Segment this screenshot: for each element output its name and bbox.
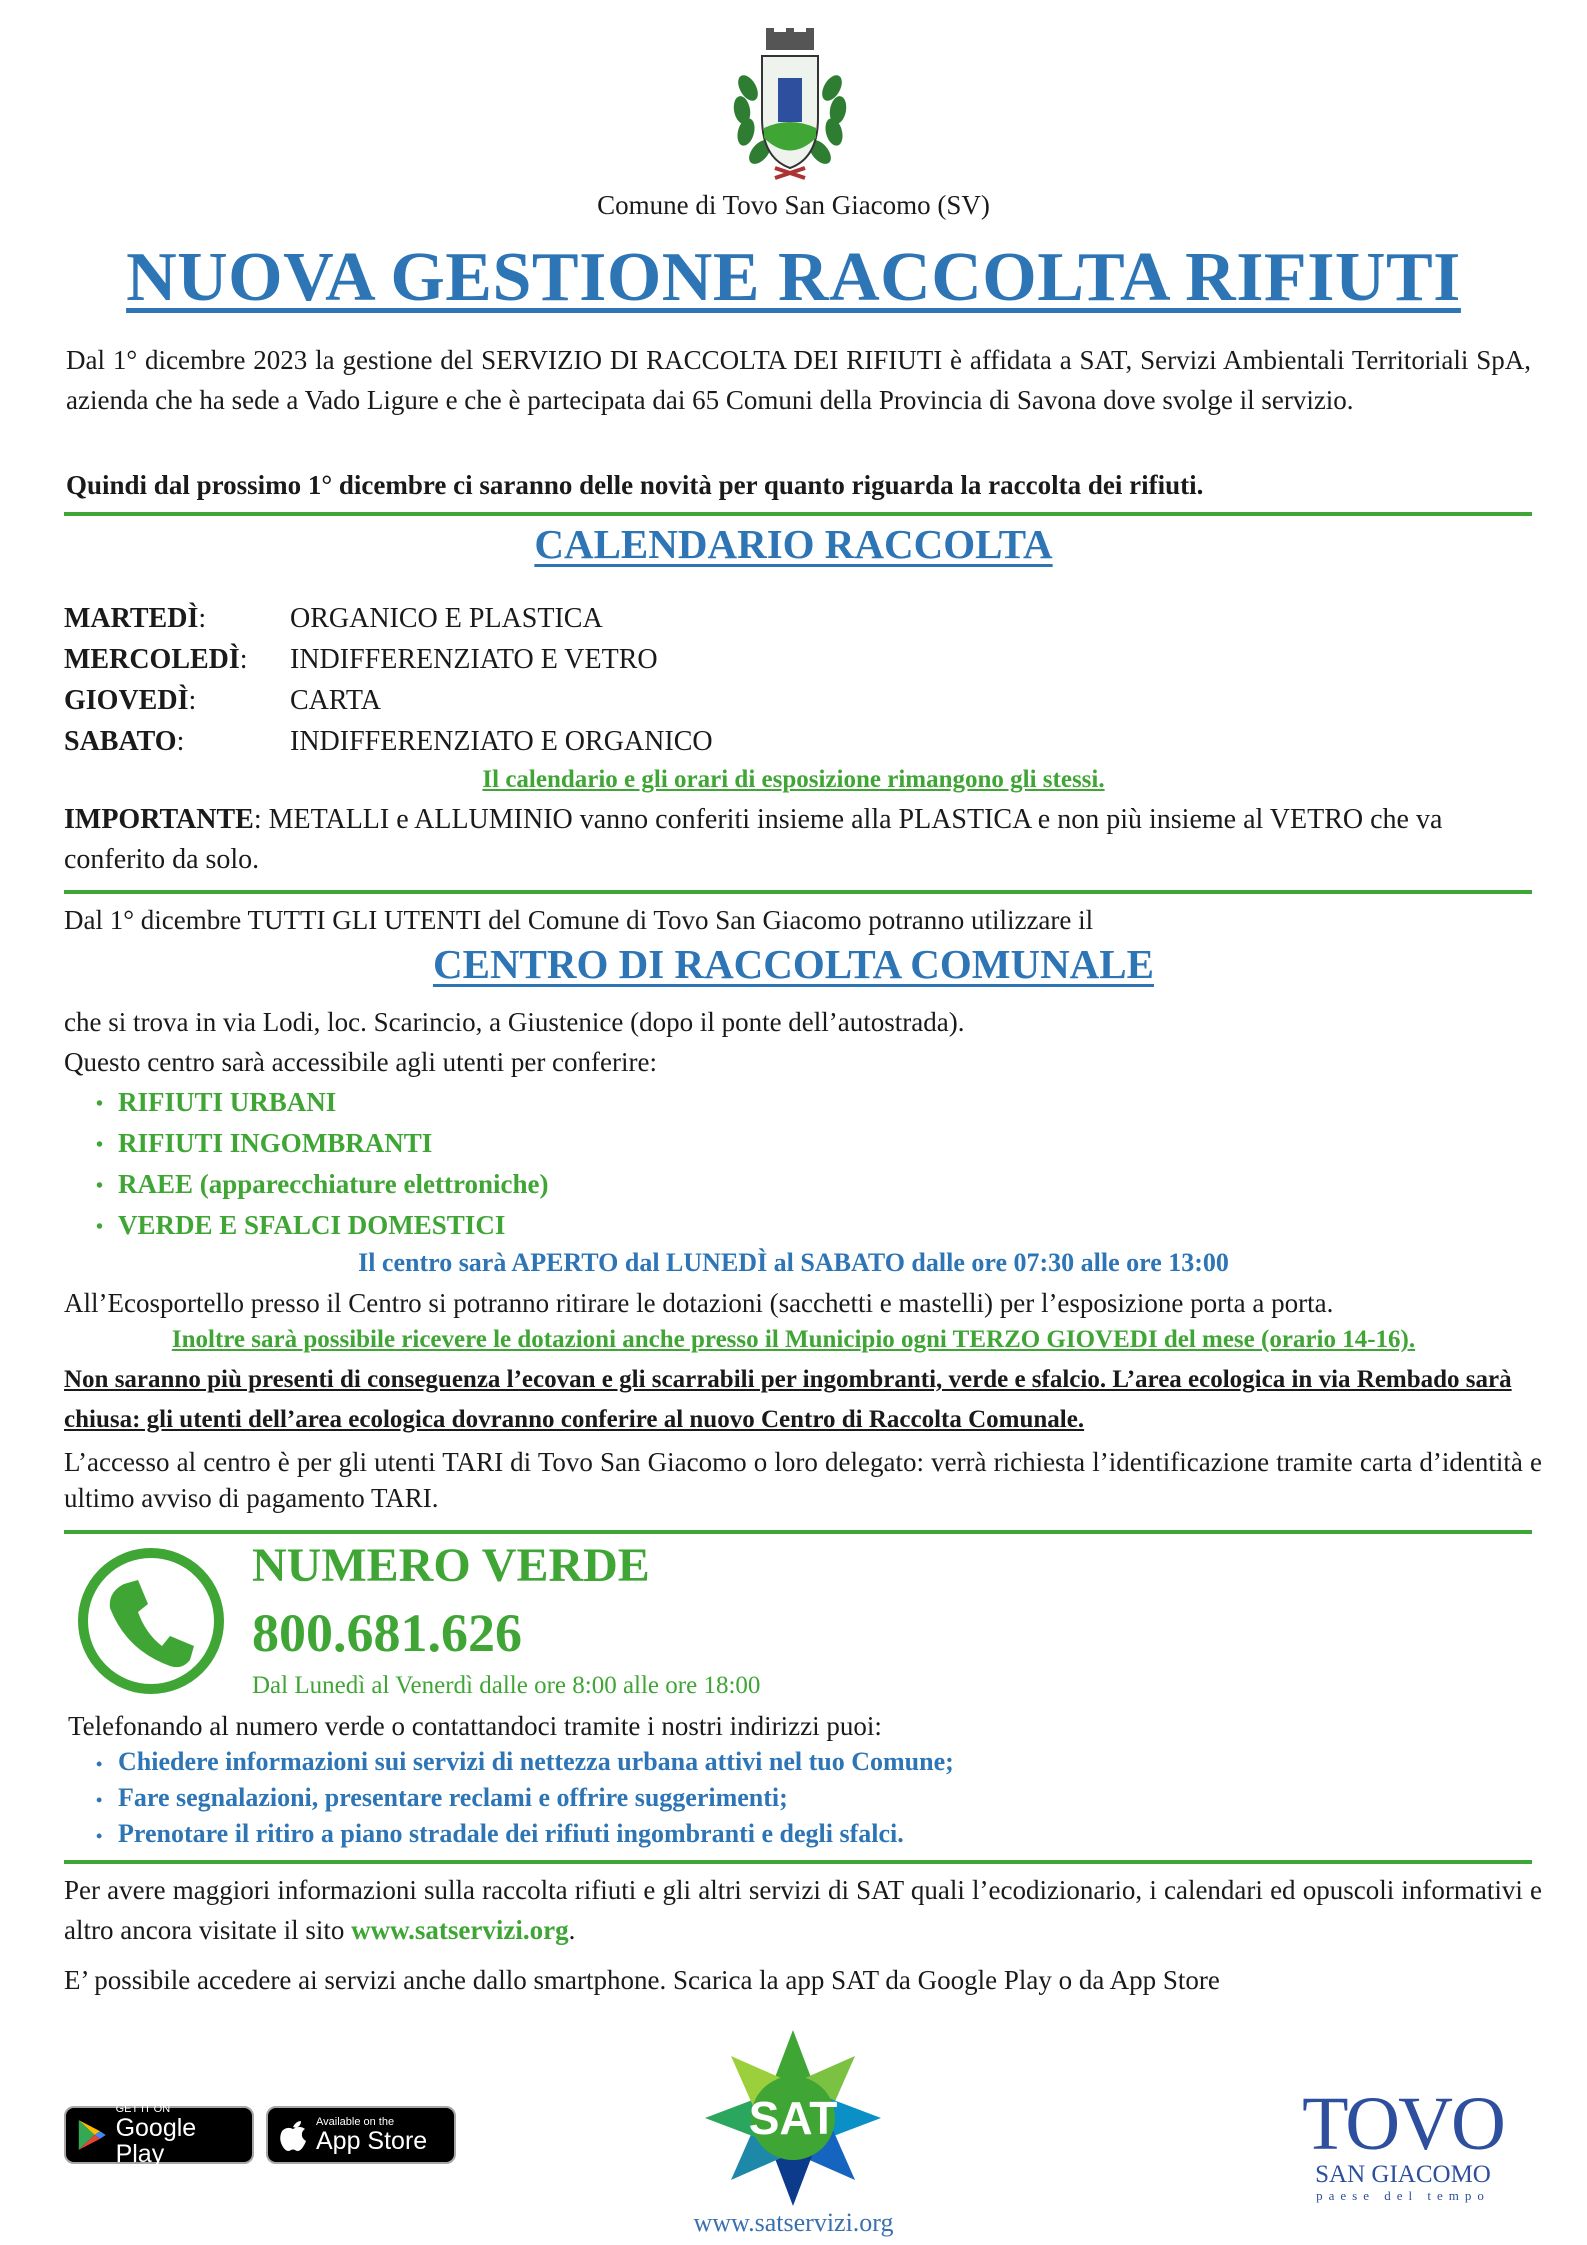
list-item: • RAEE (apparecchiature elettroniche) xyxy=(96,1169,549,1199)
closure-warning: Non saranno più presenti di conseguenza l’ecovan e gli scarrabili per ingombranti, verde e sfalcio. L’area ecologica in via Rembado sarà chiusa: gli utenti dell’area ecologica dovranno conferire al nuovo Centro di Raccolta Comunale. xyxy=(64,1366,1512,1433)
list-item: • VERDE E SFALCI DOMESTICI xyxy=(96,1210,506,1240)
calendar-row xyxy=(64,721,713,762)
list-item-text: RIFIUTI URBANI xyxy=(118,1087,337,1117)
numero-verde-number[interactable]: 800.681.626 xyxy=(252,1603,522,1663)
tovo-logo-title: TOVO xyxy=(1302,2082,1504,2166)
tovo-logo-tagline: paese del tempo xyxy=(1316,2188,1490,2203)
sat-website-link[interactable]: www.satservizi.org xyxy=(351,1915,569,1945)
calendar-day: MERCOLEDÌ xyxy=(64,644,240,675)
google-play-label: Google Play xyxy=(115,2114,197,2168)
list-item: • RIFIUTI URBANI xyxy=(96,1087,337,1117)
calendar-note: Il calendario e gli orari di esposizione rimangono gli stessi. xyxy=(482,766,1105,793)
calendar-sep: : xyxy=(188,685,197,716)
calendar-sep: : xyxy=(176,726,185,757)
calendar-row xyxy=(64,639,658,680)
divider xyxy=(64,890,1532,894)
list-item-text: RAEE (apparecchiature elettroniche) xyxy=(118,1169,549,1199)
list-item: • Fare segnalazioni, presentare reclami e offrire suggerimenti; xyxy=(96,1783,788,1812)
divider xyxy=(64,512,1532,516)
centro-access-intro: Questo centro sarà accessibile agli utenti per conferire: xyxy=(64,1047,657,1077)
sat-logo-text: SAT xyxy=(748,2092,838,2144)
intro-paragraph: Dal 1° dicembre 2023 la gestione del SERVIZIO DI RACCOLTA DEI RIFIUTI è affidata a SAT, Servizi Ambientali Territoriali SpA, azienda che ha sede a Vado Ligure e che è partecipata dai 65 Comuni della Provincia di Savona dove svolge il servizio. xyxy=(66,345,1531,415)
comune-name: Comune di Tovo San Giacomo (SV) xyxy=(597,190,990,220)
access-rules: L’accesso al centro è per gli utenti TARI di Tovo San Giacomo o loro delegato: verrà richiesta l’identificazione tramite carta d’identità e ultimo avviso di pagamento TARI. xyxy=(64,1447,1542,1513)
sat-url[interactable]: www.satservizi.org xyxy=(693,2208,894,2237)
calendar-title: CALENDARIO RACCOLTA xyxy=(534,521,1053,567)
info-paragraph xyxy=(64,1870,1542,1950)
centro-title: CENTRO DI RACCOLTA COMUNALE xyxy=(432,941,1154,987)
list-item-text: RIFIUTI INGOMBRANTI xyxy=(118,1128,433,1158)
numero-verde-hours: Dal Lunedì al Venerdì dalle ore 8:00 alle ore 18:00 xyxy=(252,1672,761,1699)
numero-verde-title: NUMERO VERDE xyxy=(252,1539,650,1592)
list-item: • Prenotare il ritiro a piano stradale dei rifiuti ingombranti e degli sfalci. xyxy=(96,1819,904,1848)
calendar-day: SABATO xyxy=(64,726,177,757)
tovo-logo xyxy=(1278,2082,1528,2204)
list-item-text: Chiedere informazioni sui servizi di nettezza urbana attivi nel tuo Comune; xyxy=(118,1747,954,1776)
centro-hours: Il centro sarà APERTO dal LUNEDÌ al SABATO dalle ore 07:30 alle ore 13:00 xyxy=(358,1248,1229,1277)
info-end: . xyxy=(568,1915,576,1945)
google-play-badge[interactable] xyxy=(64,2103,254,2168)
calendar-items: INDIFFERENZIATO E VETRO xyxy=(290,644,658,675)
phone-icon xyxy=(76,1546,226,1696)
list-item: • RIFIUTI INGOMBRANTI xyxy=(96,1128,433,1158)
calendar-items: ORGANICO E PLASTICA xyxy=(290,603,603,634)
calendar-row xyxy=(64,680,381,721)
list-item: • Chiedere informazioni sui servizi di nettezza urbana attivi nel tuo Comune; xyxy=(96,1747,954,1776)
app-store-badge[interactable] xyxy=(266,2106,456,2164)
calendar-row xyxy=(64,598,603,639)
divider xyxy=(64,1530,1532,1534)
municipio-note: Inoltre sarà possibile ricevere le dotazioni anche presso il Municipio ogni TERZO GIOVEDI del mese (orario 14-16). xyxy=(171,1326,1416,1353)
calendar-sep: : xyxy=(239,644,248,675)
google-play-icon xyxy=(76,2117,108,2153)
google-play-small: GET IT ON xyxy=(115,2103,171,2115)
app-store-label: App Store xyxy=(316,2127,428,2155)
numero-verde-intro: Telefonando al numero verde o contattandoci tramite i nostri indirizzi puoi: xyxy=(68,1711,882,1741)
info-text: Per avere maggiori informazioni sulla raccolta rifiuti e gli altri servizi di SAT quali l’ecodizionario, i calendari ed opuscoli informativi e altro ancora visitate il sito xyxy=(64,1875,1542,1945)
app-store-small: Available on the xyxy=(316,2116,395,2128)
important-note xyxy=(64,800,1542,880)
calendar-day: MARTEDÌ xyxy=(64,603,199,634)
page-title: NUOVA GESTIONE RACCOLTA RIFIUTI xyxy=(126,239,1461,316)
apple-icon xyxy=(278,2117,308,2153)
sat-logo xyxy=(698,2028,888,2218)
calendar-items: CARTA xyxy=(290,685,381,716)
calendar-sep: : xyxy=(198,603,207,634)
comune-crest xyxy=(720,28,860,188)
important-label: IMPORTANTE xyxy=(64,804,254,835)
centro-location: che si trova in via Lodi, loc. Scarincio, a Giustenice (dopo il ponte dell’autostrada). xyxy=(64,1007,965,1037)
tovo-logo-subtitle: SAN GIACOMO xyxy=(1315,2161,1491,2188)
list-item-text: Fare segnalazioni, presentare reclami e offrire suggerimenti; xyxy=(118,1783,788,1812)
centro-lead: Dal 1° dicembre TUTTI GLI UTENTI del Comune di Tovo San Giacomo potranno utilizzare il xyxy=(64,905,1094,935)
divider xyxy=(64,1860,1532,1864)
calendar-items: INDIFFERENZIATO E ORGANICO xyxy=(290,726,713,757)
list-item-text: VERDE E SFALCI DOMESTICI xyxy=(118,1210,506,1240)
important-text: : METALLI e ALLUMINIO vanno conferiti insieme alla PLASTICA e non più insieme al VETRO che va conferito da solo. xyxy=(64,804,1443,875)
list-item-text: Prenotare il ritiro a piano stradale dei rifiuti ingombranti e degli sfalci. xyxy=(118,1819,904,1848)
ecosportello-text: All’Ecosportello presso il Centro si potranno ritirare le dotazioni (sacchetti e mastelli) per l’esposizione porta a porta. xyxy=(64,1288,1334,1318)
calendar-day: GIOVEDÌ xyxy=(64,685,189,716)
app-paragraph: E’ possibile accedere ai servizi anche dallo smartphone. Scarica la app SAT da Google Play o da App Store xyxy=(64,1965,1220,1995)
intro-bold-note: Quindi dal prossimo 1° dicembre ci saranno delle novità per quanto riguarda la raccolta dei rifiuti. xyxy=(66,470,1204,500)
